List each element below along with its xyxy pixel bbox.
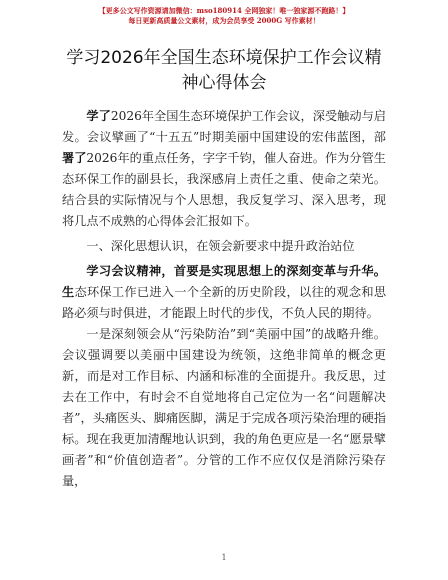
intro-bold-lead: 学了 bbox=[86, 109, 111, 123]
section-heading-1: 一、深化思想认识，在领会新要求中提升政治站位 bbox=[86, 239, 355, 253]
banner-line-2: 每日更新高质量公文素材，成为会员享受 2000G 写作素材！ bbox=[128, 16, 320, 25]
document-body bbox=[62, 106, 386, 492]
promo-banner bbox=[0, 6, 448, 26]
paragraph-2 bbox=[62, 261, 386, 324]
intro-bold-mid: 署了 bbox=[62, 151, 87, 165]
intro-text-a: 2026年全国生态环境保护工作会议，深受触动与启发。会议擘画了“十五五”时期美丽中国建设的宏伟蓝图，部 bbox=[62, 109, 386, 144]
intro-text-b: 2026年的重点任务，字字千钧，催人奋进。作为分管生态环保工作的副县长，我深感肩上责任之重、使命之荣光。结合县的实际情况与个人思想，我反复学习、深入思考，现将几点不成熟的心得体会汇报如下。 bbox=[62, 151, 386, 228]
paragraph-3: 一是深刻领会从“污染防治”到“美丽中国”的战略升维。会议强调要以美丽中国建设为统领，这绝非简单的概念更新，而是对工作目标、内涵和标准的全面提升。我反思，过去在工作中，有时会不自觉地将自己定位为一名“问题解决者”，头痛医头、脚痛医脚，满足于完成各项污染治理的硬指标。现在我更加清醒地认识到，我的角色更应是一名“愿景擘画者”和“价值创造者”。分管的工作不应仅仅是消除污染存量， bbox=[62, 327, 386, 488]
document-title: 学习2026年全国生态环境保护工作会议精神心得体会 bbox=[66, 48, 382, 93]
banner-line-1: 【更多公文写作资源请加微信：mso180914 全网独家！唯一独家源不跑路！】 bbox=[98, 6, 350, 15]
para2-bold: 学习会议精神，首要是实现思想上的深刻变革与升华。生 bbox=[62, 264, 386, 299]
paragraph-intro bbox=[62, 106, 386, 232]
para2-text: 态环保工作已进入一个全新的历史阶段，以往的观念和思路必须与时俱进，才能跟上时代的步伐，不负人民的期待。 bbox=[62, 285, 387, 320]
page-number: 1 bbox=[221, 553, 227, 562]
